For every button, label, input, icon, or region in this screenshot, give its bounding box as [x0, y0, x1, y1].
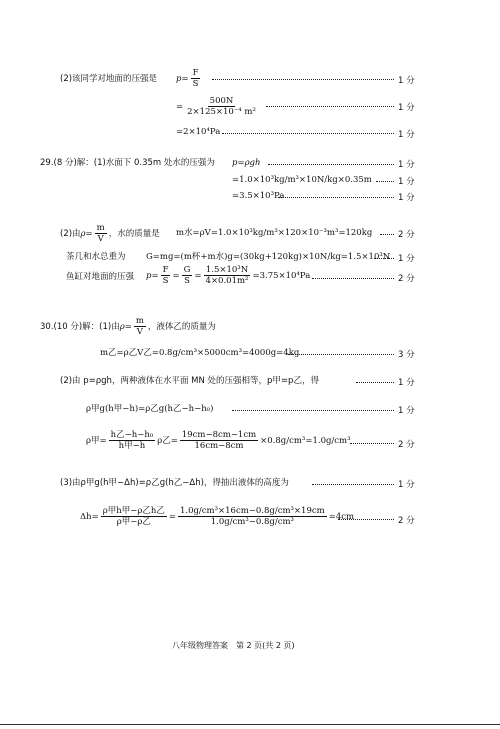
- q30-eq2-f1-den: h甲−h: [118, 441, 146, 451]
- q29-score-5: 1 分: [398, 254, 415, 264]
- q30-eq2-rho: ρ乙=: [157, 436, 178, 446]
- q29-leader-dots-2: [376, 181, 394, 182]
- page-bottom-edge: [0, 724, 500, 725]
- q30-score-3: 1 分: [398, 406, 415, 416]
- q30-score-5: 1 分: [398, 480, 415, 490]
- q30-eq3-f2-num: 1.0g/cm³×16cm−0.8g/cm³×19cm: [179, 506, 325, 516]
- q29-part2-calc: m水=ρV=1.0×10³kg/m³×120×10⁻³m³=120kg: [176, 228, 373, 238]
- q29-part2-rho: ρ=: [80, 229, 93, 239]
- q29-formula-1: p=ρgh: [232, 158, 261, 168]
- q30-calc-1: m乙=ρ乙V乙=0.8g/cm³×5000cm³=4000g=4kg: [100, 348, 300, 358]
- q28-step2-den: 2×125×10⁻⁴ m²: [187, 107, 256, 117]
- q29-pressure-formula: p= $\frac{F}{S}$ = $\frac{G}{S}$ = $\frac{\text{1.5×10³N}}{\text{4×0.01m²}}$ =3.75×10⁴Pa: [146, 265, 311, 286]
- q30-score-6: 2 分: [398, 516, 415, 526]
- q30-leader-dots-3: [232, 410, 394, 411]
- q29-pressure-p: p=: [146, 271, 159, 281]
- q30-eq-1: ρ甲g(h甲−h)=ρ乙g(h乙−h−h₀): [86, 404, 214, 414]
- q28-score-1: 1 分: [398, 76, 415, 86]
- q30-eq3-f1-num: ρ甲h甲−ρ乙h乙: [102, 506, 165, 516]
- q29-calc-1: =1.0×10³kg/m³×10N/kg×0.35m: [232, 175, 372, 185]
- q29-part2-label-a: (2)由: [60, 229, 81, 239]
- q29-pressure-f2-den: S: [184, 276, 190, 286]
- q30-eq2-f2-den: 16cm−8cm: [194, 441, 244, 451]
- q30-leader-dots-1: [288, 354, 394, 355]
- q30-eq2-lhs: ρ甲=: [86, 436, 107, 446]
- q30-leader-dots-5: [312, 484, 394, 485]
- q28-leader-dots-3: [222, 133, 394, 134]
- q30-eq3-f2-den: 1.0g/cm³−0.8g/cm³: [210, 517, 294, 527]
- q29-pressure-f1-num: F: [162, 265, 169, 275]
- q29-leader-dots-4: [380, 234, 394, 235]
- q29-result-1: =3.5×10³Pa: [232, 191, 285, 201]
- q28-step2: = $\frac{500N}{\text{2×125×10⁻⁴ m²}}$: [176, 96, 256, 117]
- q28-part2-label: (2)该同学对地面的压强是: [60, 74, 158, 84]
- q29-score-2: 1 分: [398, 177, 415, 187]
- q29-score-6: 2 分: [398, 274, 415, 284]
- q29-leader-dots-1: [268, 164, 394, 165]
- q30-eq3-f1-den: ρ甲−ρ乙: [116, 517, 151, 527]
- q28-score-2: 1 分: [398, 103, 415, 113]
- q30-header: 30.(10 分)解：(1)由: [40, 322, 120, 332]
- q29-weight-label: 茶几和水总重为: [66, 252, 126, 262]
- q30-part2-text: (2)由 p=ρgh，两种液体在水平面 MN 处的压强相等，p甲=p乙，得: [60, 376, 319, 386]
- q30-score-2: 1 分: [398, 378, 415, 388]
- q29-part2-frac-num: m: [96, 223, 105, 233]
- q30-eq3-result: =4cm: [328, 512, 355, 522]
- q29-pressure-f2-num: G: [183, 265, 191, 275]
- q28-step3: =2×10⁴Pa: [176, 127, 221, 137]
- q28-part2-formula: p= $\frac{F}{S}$: [176, 68, 199, 89]
- q30-eq2-f1-num: h乙−h−h₀: [110, 430, 154, 440]
- q29-part2-label-b: ，水的质量是: [108, 229, 160, 239]
- q30-eq-3: Δh= $\frac{\text{ρ甲h甲−ρ乙h乙}}{\text{ρ甲−ρ乙}}$ = $\frac{\text{1.0g/cm³×16cm−0.8g/cm³×19cm}}{\text{1.0g/cm³−0.8g/cm³}}$ =4cm: [80, 506, 355, 527]
- q28-leader-dots-2: [266, 106, 394, 107]
- q29-leader-dots-5: [374, 258, 394, 259]
- q30-eq3-lhs: Δh=: [80, 512, 99, 522]
- q30-frac-den: V: [136, 327, 143, 337]
- q30-header-tail: ，液体乙的质量为: [147, 322, 216, 332]
- q29-score-3: 1 分: [398, 193, 415, 203]
- q29-leader-dots-3: [278, 197, 394, 198]
- q28-leader-dots-1: [212, 79, 394, 80]
- page-footer: 八年级物理答案 第 2 页(共 2 页): [172, 641, 295, 650]
- q28-score-3: 1 分: [398, 130, 415, 140]
- q30-eq2-tail: ×0.8g/cm³=1.0g/cm³: [260, 436, 351, 446]
- q30-leader-dots-6: [338, 519, 394, 520]
- q30-part3-text: (3)由ρ甲g(h甲−Δh)=ρ乙g(h乙−Δh)，得抽出液体的高度为: [60, 478, 289, 488]
- q29-part2-line: [60, 223, 160, 244]
- q28-step2-num: 500N: [209, 96, 234, 106]
- q29-pressure-f3-den: 4×0.01m²: [205, 276, 249, 286]
- q30-frac-num: m: [135, 316, 144, 326]
- q29-header: 29.(8 分)解：(1)水面下 0.35m 处水的压强为: [40, 158, 215, 168]
- q29-pressure-result: =3.75×10⁴Pa: [252, 271, 311, 281]
- q30-leader-dots-4: [350, 443, 394, 444]
- q30-leader-dots-2: [356, 382, 394, 383]
- q29-weight-calc: G=mg=(m杯+m水)g=(30kg+120kg)×10N/kg=1.5×10³N: [146, 252, 391, 262]
- q29-pressure-f1-den: S: [162, 276, 169, 286]
- q29-pressure-f3-num: 1.5×10³N: [205, 265, 249, 275]
- q30-rho: ρ=: [119, 322, 132, 332]
- q29-score-1: 1 分: [398, 160, 415, 170]
- q30-eq2-f2-num: 19cm−8cm−1cm: [181, 430, 257, 440]
- q30-eq-2: [86, 430, 351, 451]
- q28-frac-num: F: [192, 68, 199, 78]
- q29-pressure-label: 鱼缸对地面的压强: [66, 272, 135, 282]
- q30-score-4: 2 分: [398, 440, 415, 450]
- q28-frac-den: S: [192, 79, 199, 89]
- q30-score-1: 3 分: [398, 350, 415, 360]
- q30-header-line: [40, 316, 216, 337]
- q29-leader-dots-6: [312, 278, 394, 279]
- q29-score-4: 2 分: [398, 230, 415, 240]
- q29-part2-frac-den: V: [97, 234, 104, 244]
